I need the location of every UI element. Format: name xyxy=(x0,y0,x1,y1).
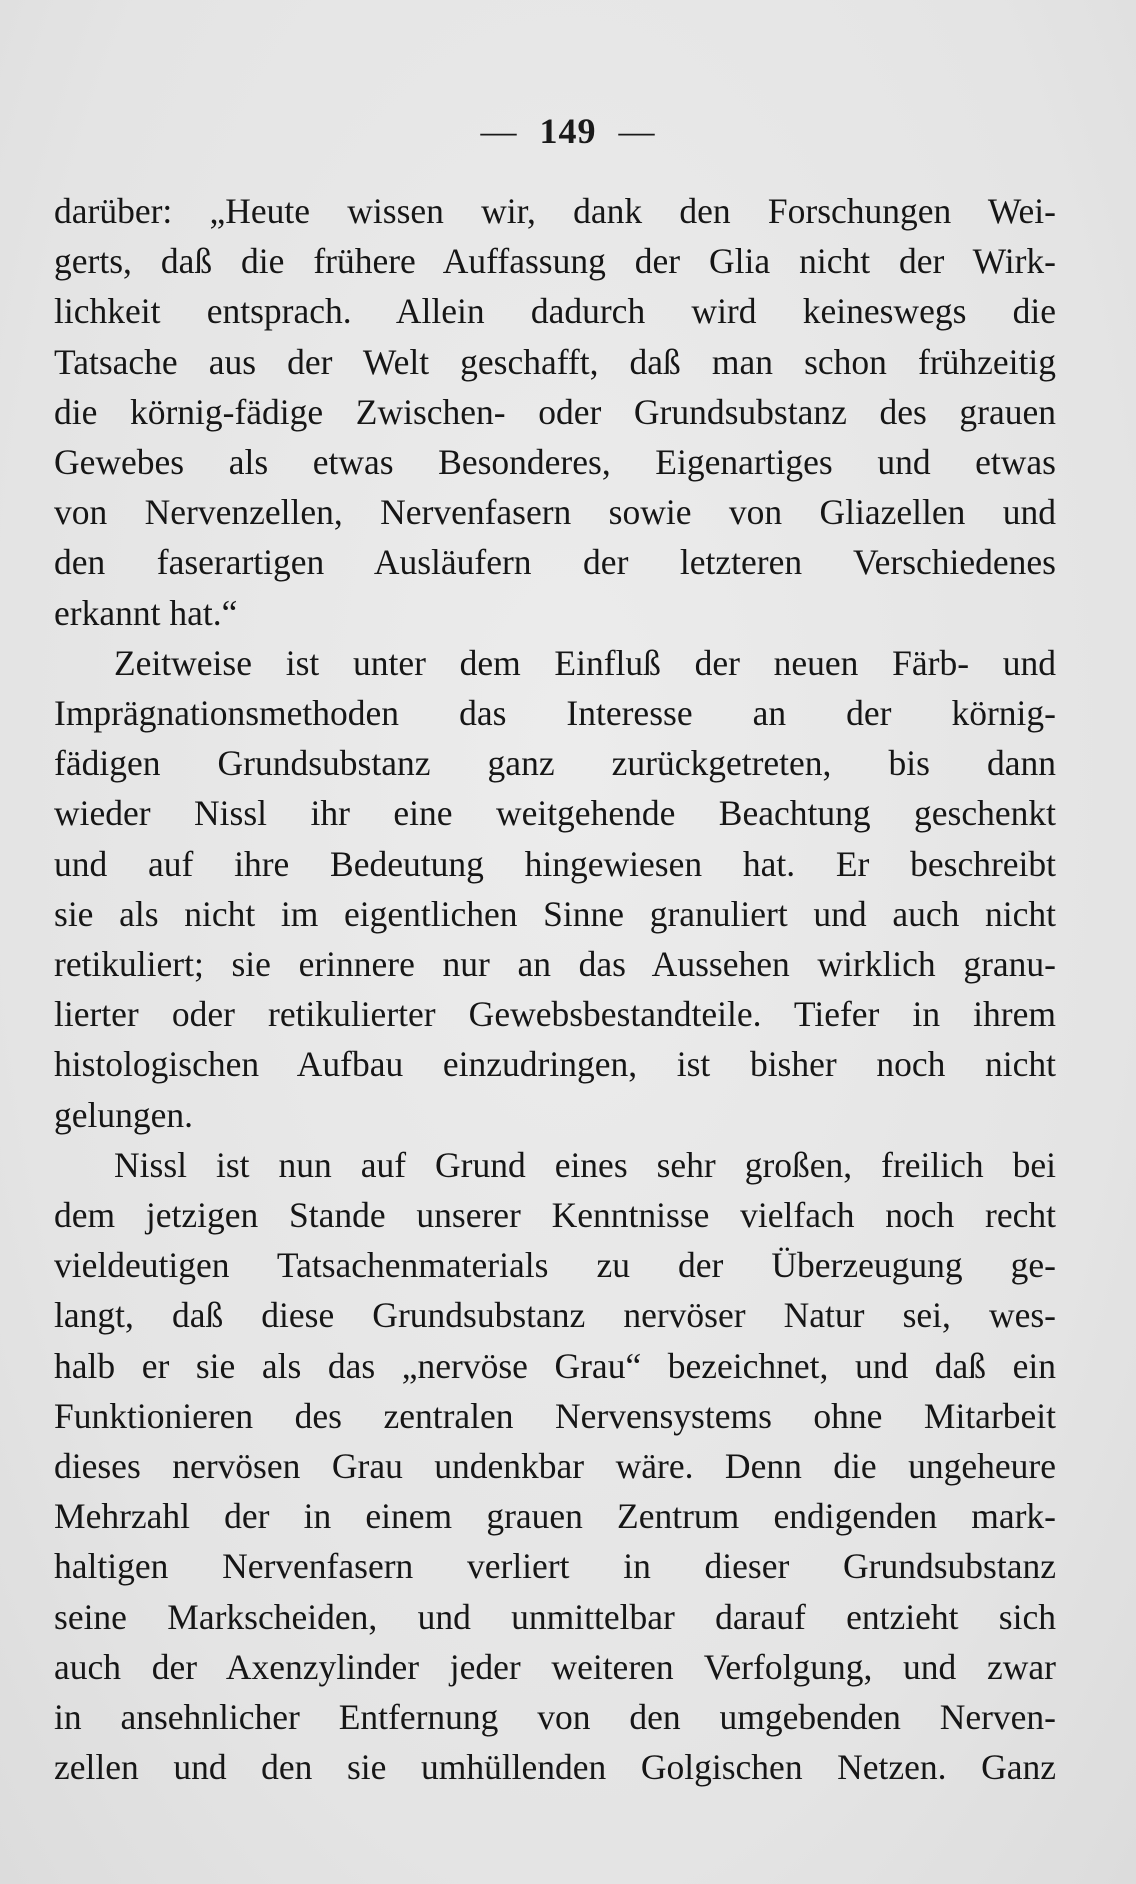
text-line: Imprägnationsmethoden das Interesse an der körnig- xyxy=(54,693,1056,734)
text-line: den faserartigen Ausläufern der letzteren Verschiedenes xyxy=(54,542,1056,583)
text-line: sie als nicht im eigentlichen Sinne granuliert und auch nicht xyxy=(54,893,1056,934)
text-line: Mehrzahl der in einem grauen Zentrum endigenden mark- xyxy=(54,1496,1056,1537)
text-line: lichkeit entsprach. Allein dadurch wird keineswegs die xyxy=(54,291,1056,332)
body-text xyxy=(54,186,1056,1793)
text-line: und auf ihre Bedeutung hingewiesen hat. Er beschreibt xyxy=(54,843,1056,884)
text-line: von Nervenzellen, Nervenfasern sowie von Gliazellen und xyxy=(54,492,1056,533)
text-line: gerts, daß die frühere Auffassung der Glia nicht der Wirk- xyxy=(54,241,1056,282)
text-line: gelungen. xyxy=(54,1094,194,1135)
text-line: Tatsache aus der Welt geschafft, daß man schon frühzeitig xyxy=(54,341,1056,382)
text-line: erkannt hat.“ xyxy=(54,592,238,633)
page-number-header xyxy=(0,110,1136,152)
text-line: fädigen Grundsubstanz ganz zurückgetreten, bis dann xyxy=(54,743,1056,784)
text-line: langt, daß diese Grundsubstanz nervöser Natur sei, wes- xyxy=(54,1295,1056,1336)
text-line: darüber: „Heute wissen wir, dank den Forschungen Wei- xyxy=(54,191,1056,231)
text-line: halb er sie als das „nervöse Grau“ bezeichnet, und daß ein xyxy=(54,1345,1056,1386)
text-line: dem jetzigen Stande unserer Kenntnisse vielfach noch recht xyxy=(54,1195,1056,1236)
text-line: wieder Nissl ihr eine weitgehende Beachtung geschenkt xyxy=(54,793,1056,834)
paragraph-2 xyxy=(54,638,1056,1140)
paragraph-1 xyxy=(54,186,1056,638)
text-line: retikuliert; sie erinnere nur an das Aussehen wirklich granu- xyxy=(54,944,1056,985)
page-number: 149 xyxy=(539,111,597,151)
text-line: Zeitweise ist unter dem Einfluß der neuen Färb- und xyxy=(114,642,1056,683)
text-line: die körnig-fädige Zwischen- oder Grundsubstanz des grauen xyxy=(54,391,1056,432)
text-line: Gewebes als etwas Besonderes, Eigenartiges und etwas xyxy=(54,442,1056,483)
text-line: histologischen Aufbau einzudringen, ist bisher noch nicht xyxy=(54,1044,1056,1085)
text-line: in ansehnlicher Entfernung von den umgebenden Nerven- xyxy=(54,1697,1056,1738)
text-line: zellen und den sie umhüllenden Golgischen Netzen. Ganz xyxy=(54,1747,1056,1788)
text-line: haltigen Nervenfasern verliert in dieser Grundsubstanz xyxy=(54,1546,1056,1587)
text-line: dieses nervösen Grau undenkbar wäre. Denn die ungeheure xyxy=(54,1446,1056,1487)
header-dash-right: — xyxy=(618,111,656,151)
text-line: vieldeutigen Tatsachenmaterials zu der Überzeugung ge- xyxy=(54,1245,1056,1286)
text-line: Nissl ist nun auf Grund eines sehr großen, freilich bei xyxy=(114,1144,1056,1185)
paragraph-3 xyxy=(54,1140,1056,1793)
text-line: lierter oder retikulierter Gewebsbestandteile. Tiefer in ihrem xyxy=(54,994,1056,1035)
text-line: seine Markscheiden, und unmittelbar darauf entzieht sich xyxy=(54,1596,1056,1637)
text-line: Funktionieren des zentralen Nervensystems ohne Mitarbeit xyxy=(54,1395,1056,1436)
text-line: auch der Axenzylinder jeder weiteren Verfolgung, und zwar xyxy=(54,1646,1056,1687)
header-dash-left: — xyxy=(480,111,518,151)
